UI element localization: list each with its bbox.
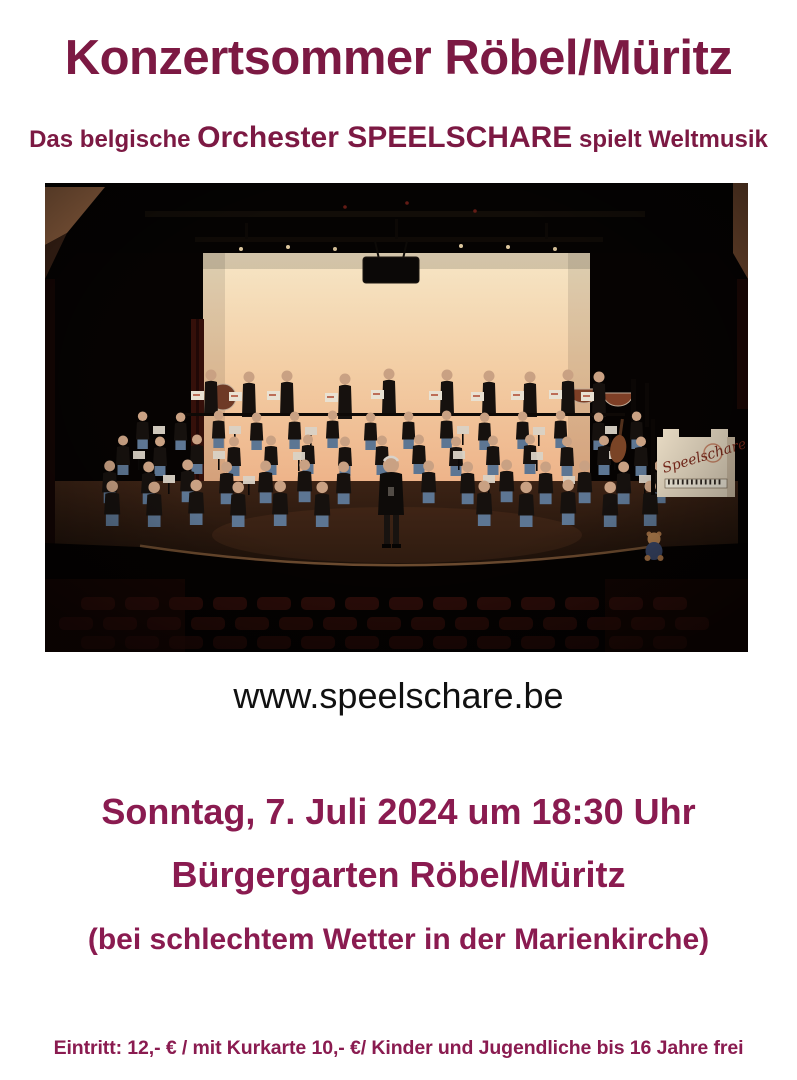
- poster-subtitle: [0, 120, 797, 161]
- subtitle-pre: Das belgische: [29, 126, 198, 153]
- orchestra-stage-photo: [45, 183, 748, 652]
- event-datetime: Sonntag, 7. Juli 2024 um 18:30 Uhr: [101, 791, 696, 832]
- event-admission: Eintritt: 12,- € / mit Kurkarte 10,- €/ Kinder und Jugendliche bis 16 Jahre frei: [53, 1037, 744, 1059]
- orchestra-stage-photo-svg: [45, 183, 748, 652]
- subtitle-post: spielt Weltmusik: [572, 126, 768, 153]
- website-url: www.speelschare.be: [233, 675, 564, 716]
- photo-vignette: [45, 183, 748, 652]
- poster-title: Konzertsommer Röbel/Müritz: [64, 31, 733, 85]
- subtitle-orchestra-name: Orchester SPEELSCHARE: [197, 121, 573, 154]
- event-weather-note: (bei schlechtem Wetter in der Marienkirche): [87, 923, 710, 956]
- event-venue: Bürgergarten Röbel/Müritz: [171, 854, 626, 895]
